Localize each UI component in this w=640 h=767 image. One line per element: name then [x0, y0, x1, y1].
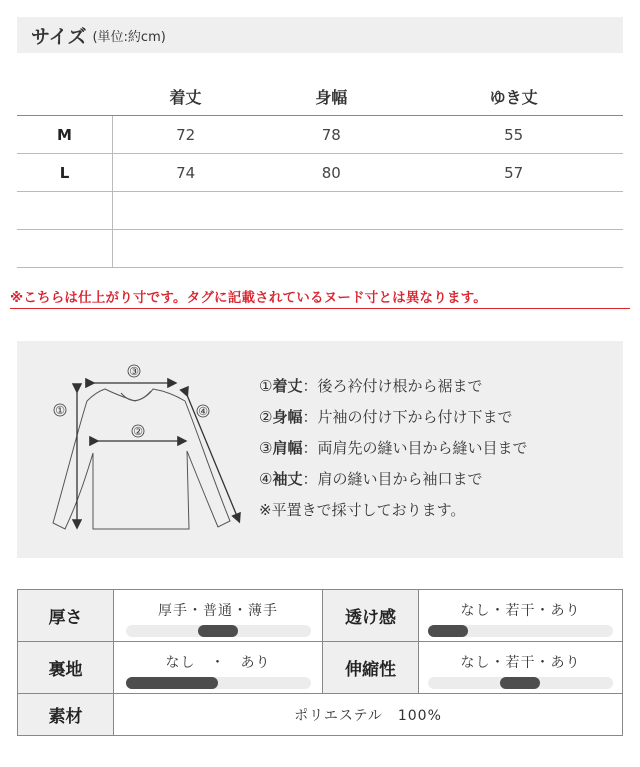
legend-name: 身幅 [272, 408, 303, 426]
legend-desc: ：両肩先の縫い目から縫い目まで [302, 439, 528, 457]
legend-desc: ：後ろ衿付け根から裾まで [302, 377, 483, 395]
column-header: 着丈 [113, 78, 259, 116]
table-row [17, 192, 623, 230]
size-value: 57 [404, 154, 623, 192]
thickness-options: 厚手・普通・薄手 [158, 603, 278, 619]
finished-size-note: ※こちらは仕上がり寸です。タグに記載されているヌード寸とは異なります。 [10, 286, 630, 309]
size-title: サイズ [31, 25, 87, 48]
thickness-indicator [198, 625, 238, 637]
lining-label: 裏地 [18, 642, 114, 694]
label-3: ③ [129, 365, 139, 378]
legend-num: ① [259, 377, 273, 395]
thickness-label: 厚さ [18, 590, 114, 642]
size-table-header [17, 78, 623, 116]
stretch-options: なし・若干・あり [460, 655, 581, 671]
label-1: ① [55, 404, 65, 417]
size-label [17, 230, 113, 268]
sheer-indicator [428, 625, 468, 637]
label-4: ④ [198, 405, 208, 418]
size-value: 78 [258, 116, 404, 154]
size-value [113, 192, 259, 230]
stretch-track [428, 677, 613, 689]
size-value [404, 230, 623, 268]
legend-item [259, 402, 527, 433]
size-value: 55 [404, 116, 623, 154]
label-2: ② [133, 425, 143, 438]
sheer-track [428, 625, 613, 637]
size-table [17, 78, 623, 268]
legend-desc: ：片袖の付け下から付け下まで [302, 408, 513, 426]
material-label: 素材 [18, 694, 114, 736]
measurement-guide [17, 341, 623, 558]
sheer-cell [419, 590, 623, 642]
material-value: ポリエステル 100% [114, 694, 623, 736]
column-header: 身幅 [258, 78, 404, 116]
legend-desc: ：肩の縫い目から袖口まで [302, 470, 483, 488]
thickness-track [126, 625, 311, 637]
legend-item [259, 371, 527, 402]
size-value: 72 [113, 116, 259, 154]
table-row [17, 230, 623, 268]
spec-table [17, 589, 623, 736]
legend-item [259, 464, 527, 495]
spec-row [18, 694, 623, 736]
thickness-cell [114, 590, 323, 642]
lining-indicator [126, 677, 218, 689]
table-row [17, 154, 623, 192]
shirt-neckline [121, 391, 151, 401]
legend-num: ② [259, 408, 273, 426]
size-label: L [17, 154, 113, 192]
size-value [404, 192, 623, 230]
lining-track [126, 677, 311, 689]
legend-num: ③ [259, 439, 273, 457]
size-value [258, 192, 404, 230]
sheer-options: なし・若干・あり [460, 603, 581, 619]
stretch-cell [419, 642, 623, 694]
stretch-indicator [500, 677, 540, 689]
sleeve-arrow [187, 395, 239, 521]
size-value: 80 [258, 154, 404, 192]
table-row [17, 116, 623, 154]
size-label [17, 192, 113, 230]
legend-name: 肩幅 [272, 439, 303, 457]
lining-cell [114, 642, 323, 694]
size-unit: (単位:約cm) [92, 29, 166, 45]
spec-row [18, 590, 623, 642]
size-value: 74 [113, 154, 259, 192]
measurement-legend [259, 371, 527, 526]
legend-item [259, 433, 527, 464]
legend-num: ④ [259, 470, 273, 488]
size-value [113, 230, 259, 268]
legend-name: 着丈 [272, 377, 303, 395]
corner-cell [17, 78, 113, 116]
stretch-label: 伸縮性 [323, 642, 419, 694]
size-label: M [17, 116, 113, 154]
shirt-diagram [35, 361, 255, 541]
size-header [17, 17, 623, 53]
spec-row [18, 642, 623, 694]
size-value [258, 230, 404, 268]
legend-name: 袖丈 [272, 470, 303, 488]
sheer-label: 透け感 [323, 590, 419, 642]
lining-options: なし ・ あり [165, 655, 271, 671]
measure-footnote: ※平置きで採寸しております。 [259, 501, 466, 519]
column-header: ゆき丈 [404, 78, 623, 116]
